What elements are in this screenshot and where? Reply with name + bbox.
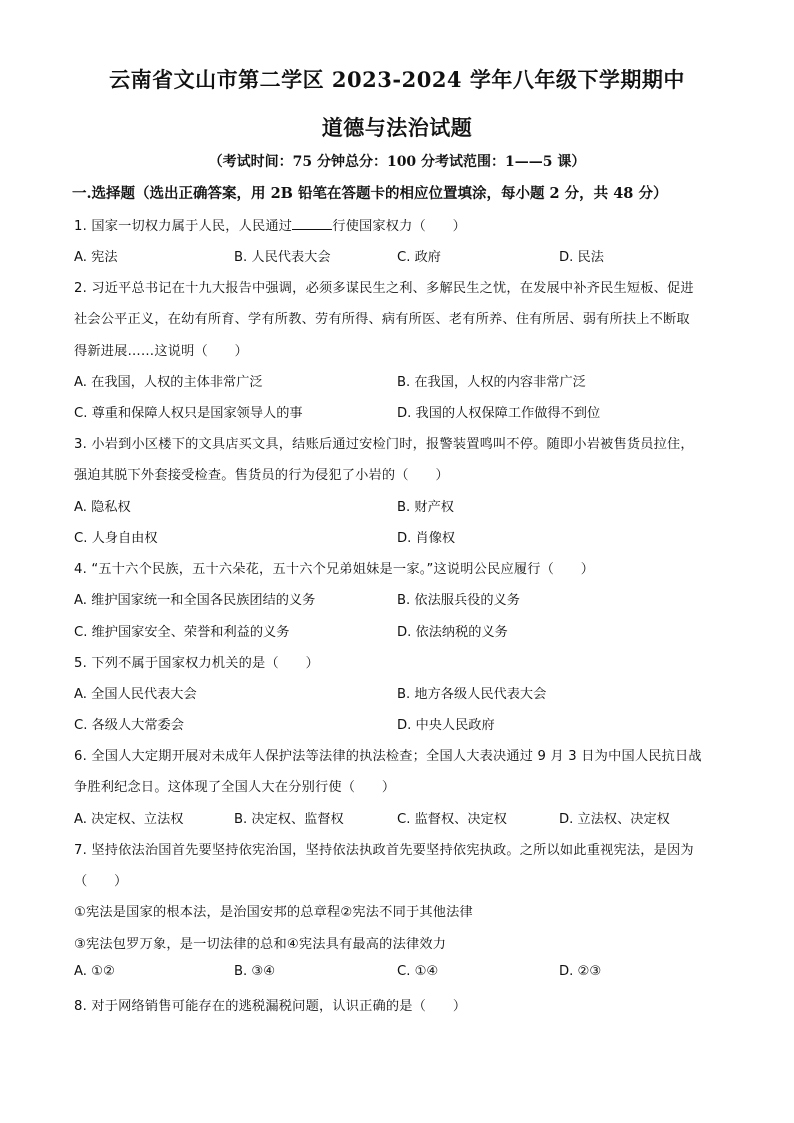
exam-info: （考试时间：75 分钟总分：100 分考试范围：1——5 课） bbox=[208, 154, 586, 170]
option-5d: D. 中央人民政府 bbox=[397, 718, 495, 733]
question-3-line1: 3. 小岩到小区楼下的文具店买文具，结账后通过安检门时，报警装置鸣叫不停。随即小岩被售货员拉住， bbox=[74, 437, 694, 452]
option-4c: C. 维护国家安全、荣誉和利益的义务 bbox=[74, 625, 290, 640]
option-7a: A. ①② bbox=[74, 964, 115, 979]
option-4b: B. 依法服兵役的义务 bbox=[397, 593, 520, 608]
question-7-statements-2: ③宪法包罗万象，是一切法律的总和④宪法具有最高的法律效力 bbox=[74, 937, 447, 952]
option-6a: A. 决定权、立法权 bbox=[74, 812, 184, 827]
option-3a: A. 隐私权 bbox=[74, 500, 131, 515]
question-6-line1: 6. 全国人大定期开展对未成年人保护法等法律的执法检查；全国人大表决通过 9 月 3 日为中国人民抗日战 bbox=[74, 749, 702, 764]
option-5a: A. 全国人民代表大会 bbox=[74, 687, 197, 702]
question-2-line3: 得新进展……这说明（ ） bbox=[74, 344, 249, 359]
option-3c: C. 人身自由权 bbox=[74, 531, 158, 546]
page-title-line2: 道德与法治试题 bbox=[321, 115, 473, 140]
option-2a: A. 在我国，人权的主体非常广泛 bbox=[74, 375, 263, 390]
option-4d: D. 依法纳税的义务 bbox=[397, 625, 508, 640]
option-3d: D. 肖像权 bbox=[397, 531, 456, 546]
question-4-line1: 4. “五十六个民族，五十六朵花，五十六个兄弟姐妹是一家。”这说明公民应履行（ ） bbox=[74, 562, 595, 577]
option-6b: B. 决定权、监督权 bbox=[234, 812, 344, 827]
question-2-line2: 社会公平正义，在幼有所育、学有所教、劳有所得、病有所医、老有所养、住有所居、弱有所扶上不断取 bbox=[74, 312, 690, 327]
question-5-line1: 5. 下列不属于国家权力机关的是（ ） bbox=[74, 656, 319, 671]
answer-blank bbox=[292, 219, 332, 230]
option-6c: C. 监督权、决定权 bbox=[397, 812, 507, 827]
question-2-line1: 2. 习近平总书记在十九大报告中强调，必须多谋民生之利、多解民生之忧，在发展中补齐民生短板、促进 bbox=[74, 281, 694, 296]
option-7c: C. ①④ bbox=[397, 964, 439, 979]
question-3-line2: 强迫其脱下外套接受检查。售货员的行为侵犯了小岩的（ ） bbox=[74, 468, 449, 483]
option-6d: D. 立法权、决定权 bbox=[559, 812, 670, 827]
question-7-line1: 7. 坚持依法治国首先要坚持依宪治国，坚持依法执政首先要坚持依宪执政。之所以如此重视宪法，是因为 bbox=[74, 843, 694, 858]
option-2b: B. 在我国，人权的内容非常广泛 bbox=[397, 375, 586, 390]
question-1-stem: 1. 国家一切权力属于人民，人民通过 行使国家权力（ ） bbox=[74, 219, 467, 234]
option-1b: B. 人民代表大会 bbox=[234, 250, 331, 265]
option-2c: C. 尊重和保障人权只是国家领导人的事 bbox=[74, 406, 303, 421]
option-1d: D. 民法 bbox=[559, 250, 604, 265]
option-1a: A. 宪法 bbox=[74, 250, 118, 265]
option-7d: D. ②③ bbox=[559, 964, 602, 979]
question-6-line2: 争胜利纪念日。这体现了全国人大在分别行使（ ） bbox=[74, 780, 396, 795]
option-7b: B. ③④ bbox=[234, 964, 276, 979]
option-5c: C. 各级人大常委会 bbox=[74, 718, 184, 733]
option-5b: B. 地方各级人民代表大会 bbox=[397, 687, 547, 702]
page-title-line1: 云南省文山市第二学区 2023-2024 学年八年级下学期期中 bbox=[109, 67, 685, 92]
question-8-line1: 8. 对于网络销售可能存在的逃税漏税问题，认识正确的是（ ） bbox=[74, 999, 467, 1014]
option-2d: D. 我国的人权保障工作做得不到位 bbox=[397, 406, 601, 421]
question-7-statements-1: ①宪法是国家的根本法，是治国安邦的总章程②宪法不同于其他法律 bbox=[74, 905, 473, 920]
section-heading: 一.选择题（选出正确答案，用 2B 铅笔在答题卡的相应位置填涂，每小题 2 分，共 48 分） bbox=[72, 185, 668, 202]
option-4a: A. 维护国家统一和全国各民族团结的义务 bbox=[74, 593, 316, 608]
question-7-line2: （ ） bbox=[74, 874, 128, 889]
option-3b: B. 财产权 bbox=[397, 500, 454, 515]
option-1c: C. 政府 bbox=[397, 250, 441, 265]
